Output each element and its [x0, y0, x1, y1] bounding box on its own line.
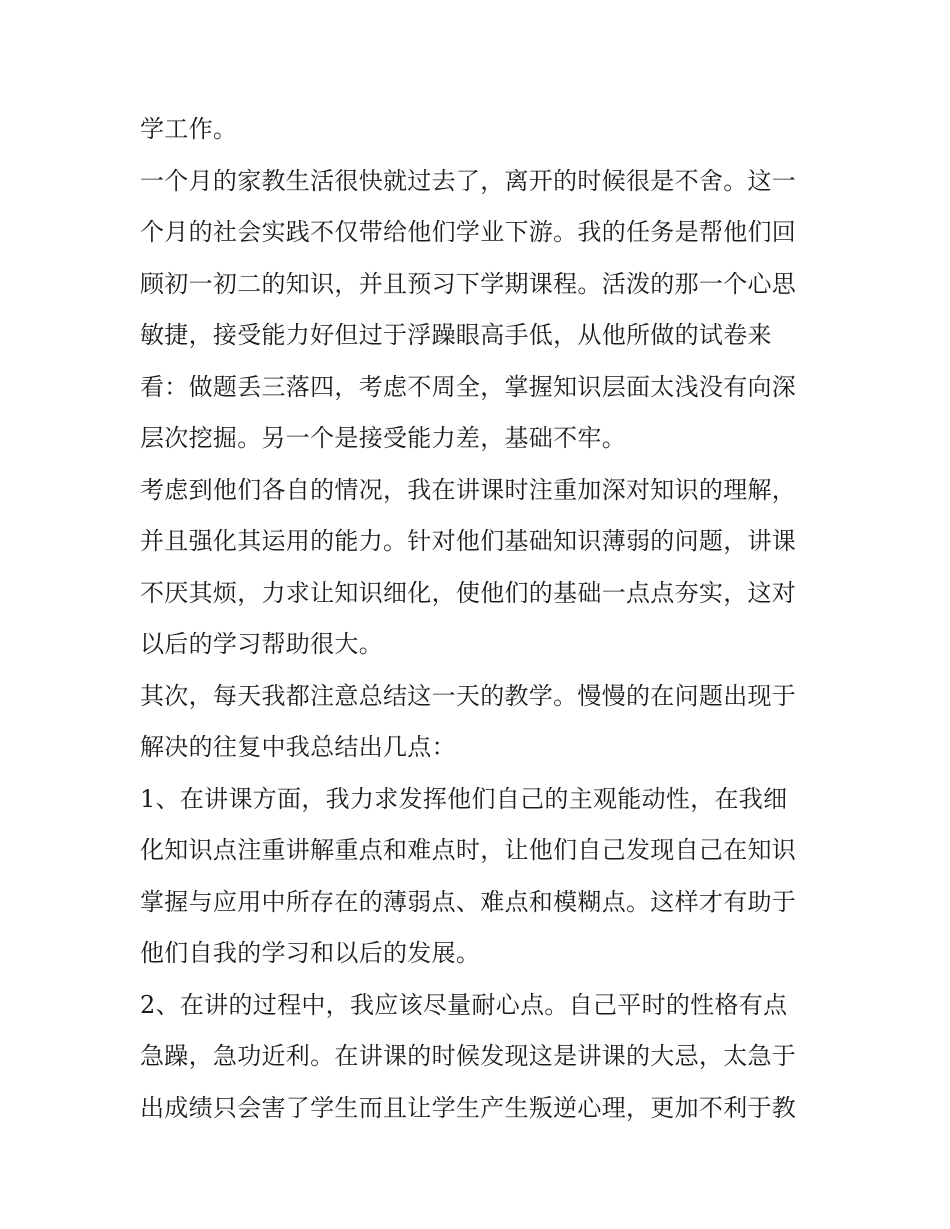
- paragraph-6: 2、在讲的过程中，我应该尽量耐心点。自己平时的性格有点 急躁，急功近利。在讲课的时候发现这是讲课的大忌，太急于 出成绩只会害了学生而且让学生产生叛逆心理，更加不利于教: [140, 990, 797, 1122]
- document-body: [140, 104, 820, 1134]
- paragraph-1: 学工作。: [140, 115, 238, 143]
- paragraph-3: 考虑到他们各自的情况，我在讲课时注重加深对知识的理解， 并且强化其运用的能力。针对他们基础知识薄弱的问题，讲课 不厌其烦，力求让知识细化，使他们的基础一点点夯实，这对 以后的学习帮助很大。: [140, 475, 797, 658]
- paragraph-5: 1、在讲课方面，我力求发挥他们自己的主观能动性，在我细 化知识点注重讲解重点和难点时，让他们自己发现自己在知识 掌握与应用中所存在的薄弱点、难点和模糊点。这样才有助于 他们自我的学习和以后的发展。: [140, 784, 797, 967]
- paragraph-4: 其次，每天我都注意总结这一天的教学。慢慢的在问题出现于 解决的往复中我总结出几点：: [140, 681, 797, 761]
- paragraph-2: 一个月的家教生活很快就过去了，离开的时候很是不舍。这一 个月的社会实践不仅带给他们学业下游。我的任务是帮他们回 顾初一初二的知识，并且预习下学期课程。活泼的那一个心思 敏捷，接受能力好但过于浮躁眼高手低，从他所做的试卷来 看：做题丢三落四，考虑不周全，掌握知识层面太浅没有向深 层次挖掘。另一个是接受能力差，基础不牢。: [140, 166, 797, 452]
